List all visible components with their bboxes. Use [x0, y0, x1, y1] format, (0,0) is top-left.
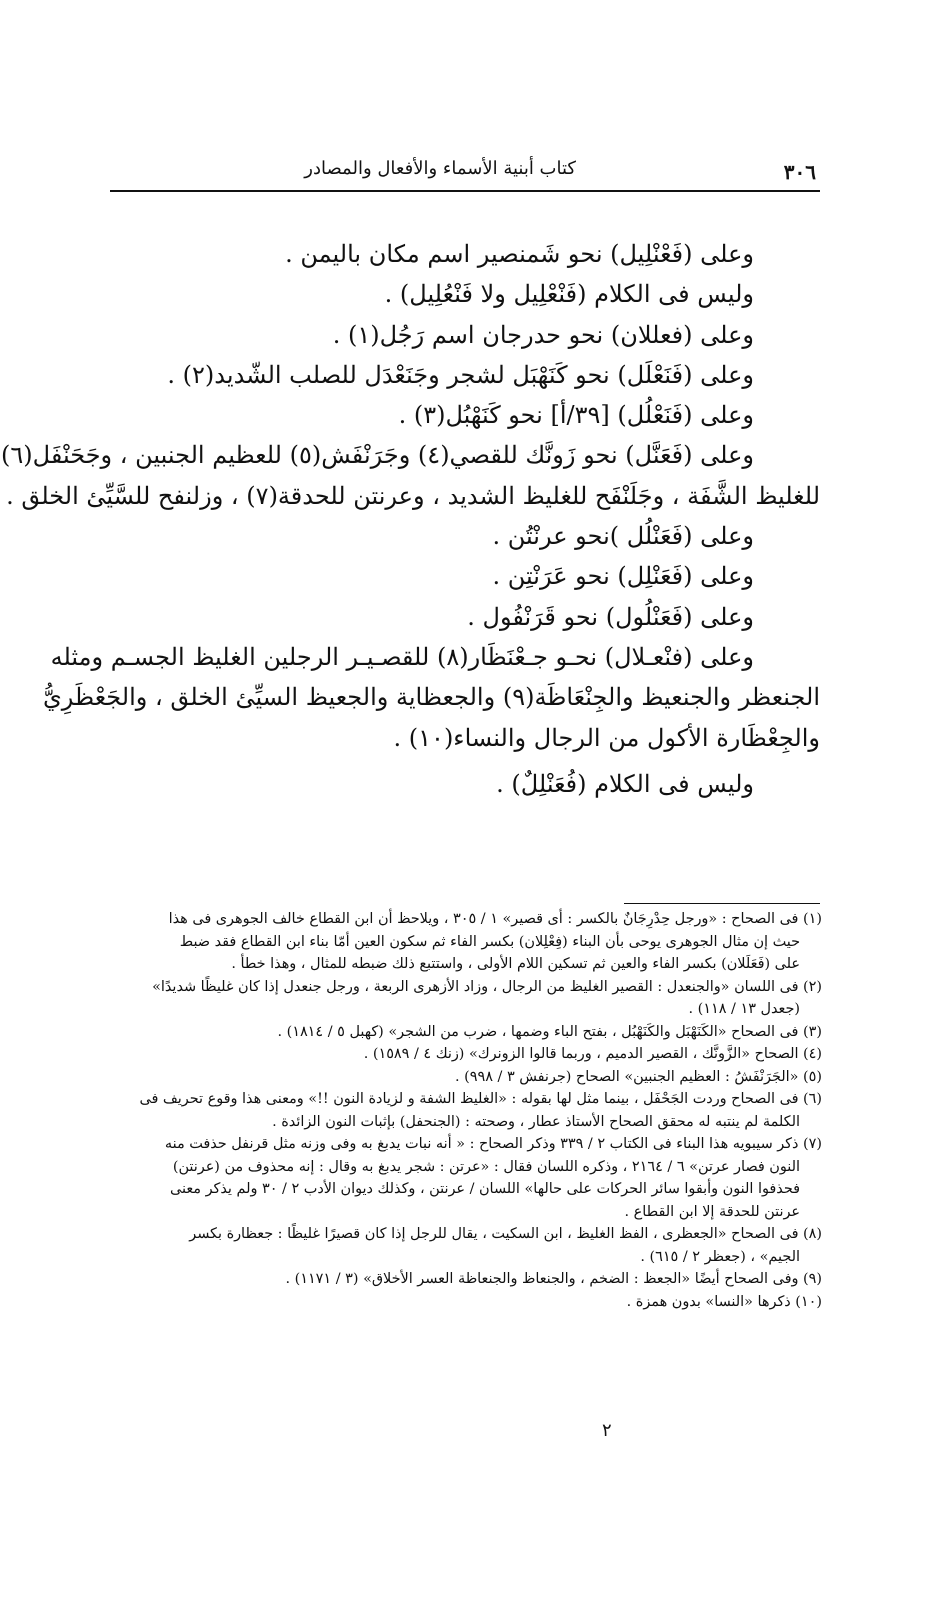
page-header [118, 158, 816, 188]
footnote-line: (٤) الصحاح «الزَّونَّك ، القصير الدميم ، وربما قالوا الزونرك» (زنك ٤ / ١٥٨٩) . [363, 1046, 822, 1062]
footnote-rule [624, 903, 820, 904]
footnote-line: (٩) وفى الصحاح أيضًا «الجعظ : الضخم ، والجنعاظ والجنعاظة العسر الأخلاق» (٣ / ١١٧١) . [285, 1271, 822, 1287]
text-line: وعلى (فَنَعْلَل) نحو كَنَهْبَل لشجر وجَنَعْدَل للصلب الشّديد(٢) . [167, 360, 754, 389]
page-number: ٣٠٦ [783, 160, 816, 184]
running-title: كتاب أبنية الأسماء والأفعال والمصادر [304, 158, 576, 179]
footnote-line: حيث إن مثال الجوهرى يوحى بأن البناء (فِعْلِلان) بكسر الفاء ثم سكون العين أمّا بناء ابن القطاع فقد ضبط [179, 933, 800, 950]
text-line: والجِعْظَارة الأكول من الرجال والنساء(١٠) . [393, 723, 820, 752]
text-line: وعلى (فَعَنْلُول) نحو قَرَنْفُول . [467, 602, 754, 631]
footnote-line: (٣) فى الصحاح «الكَنَهْبَل والكَنَهْبُل ، بفتح الباء وضمها ، ضرب من الشجر» (كهبل ٥ / ١٨١٤) . [277, 1023, 822, 1040]
text-line: وعلى (فَعَنْلُل )نحو عرنْتُن . [492, 522, 754, 551]
text-line: وعلى (فنْعـلال) نحـو جـعْنَظَار(٨) للقصـيـر الرجلين الغليظ الجسـم ومثله [50, 642, 754, 671]
text-line: وعلى (فَنَعْلُل) [٣٩/أ] نحو كَنَهْبُل(٣) . [398, 401, 754, 430]
footnote-line: (٦) فى الصحاح وردت الجَحْفَل ، بينما مثل لها بقوله : «الغليظ الشفة و لزيادة النون !!» ومعنى هذا وقوع تحريف فى [139, 1091, 822, 1107]
header-rule [110, 190, 820, 192]
footnote-line: الكلمة لم ينتبه له محقق الصحاح الأستاذ عطار ، وصحته : (الجنحفل) بإثبات النون الزائدة . [272, 1113, 800, 1130]
text-line: وعلى (فَعْنْلِيل) نحو شَمنصير اسم مكان باليمن . [285, 240, 754, 268]
text-line: الجنعظر والجنعيظ والجِنْعَاظَة(٩) والجعظاية والجعيظ السيِّئ الخلق ، والجَعْظَرِيُّ [43, 683, 820, 712]
footnote-line: الجيم» ، (جعظر ٢ / ٦١٥) . [640, 1248, 800, 1265]
text-line: وليس فى الكلام (فُعَنْلِلٌ) . [496, 769, 754, 798]
footnote-line: (٢) فى اللسان «والجنعدل : القصير الغليظ من الرجال ، وزاد الأزهرى الربعة ، ورجل جنعدل إذا كان غليظًا شديدًا» [152, 978, 822, 995]
footnote-line: عرنتن للحدقة إلا ابن القطاع . [624, 1203, 800, 1220]
footnote-line: (٨) فى الصحاح «الجعظرى ، الفظ الغليظ ، ابن السكيت ، يقال للرجل إذا كان قصيرًا غليظًا : جعظارة بكسر [189, 1226, 822, 1242]
footnote-line: (٧) ذكر سيبويه هذا البناء فى الكتاب ٢ / ٣٣٩ وذكر الصحاح : « أنه نبات يدبغ به وفى وزنه مثل قرنفل حذفت منه [164, 1136, 822, 1152]
text-line: للغليظ الشَّفَة ، وجَلَنْفَح للغليظ الشديد ، وعرنتن للحدقة(٧) ، وزلنفح للسَّيِّئ الخلق . [6, 481, 820, 510]
text-line: وعلى (فعللان) نحو حدرجان اسم رَجُل(١) . [332, 320, 754, 349]
text-line: وعلى (فَعَنْلِل) نحو عَرَنْتِن . [492, 562, 754, 591]
footnote-line: النون فصار عرتن» ٦ / ٢١٦٤ ، وذكره اللسان فقال : «عرتن : شجر يدبغ به وقال : إنه محذوف من (عرنتن) [172, 1158, 800, 1175]
footnote-line: (جعدل ١٣ / ١١٨) . [688, 1001, 800, 1017]
page-mark: ٢ [602, 1420, 612, 1441]
footnote-line: (٥) «الجَرَنْفَشُ : العظيم الجنبين» الصحاح (جرنفش ٣ / ٩٩٨) . [454, 1068, 822, 1085]
text-line: وعلى (فَعَنَّل) نحو زَونَّك للقصي(٤) وجَرَنْفَش(٥) للعظيم الجنبين ، وجَحَنْفَل(٦) [1, 441, 754, 470]
main-text [1, 234, 820, 804]
footnote-line: فحذفوا النون وأبقوا سائر الحركات على حالها» اللسان / عرنتن ، وكذلك ديوان الأدب ٢ / ٣٠ ولم يذكر معنى [170, 1181, 800, 1197]
footnote-line: على (فَعَلَلان) بكسر الفاء والعين ثم تسكين اللام الأولى ، واستتبع ذلك ضبطه للمثال ، وهذا خطأ . [231, 956, 800, 972]
text-line: وليس فى الكلام (فَنْعْلِيل ولا فَنْعُلِيل) . [384, 280, 754, 309]
footnote-line: (١) فى الصحاح : «ورجل حِدْرِجَانٌ بالكسر : أى قصير» ١ / ٣٠٥ ، ويلاحظ أن ابن القطاع خالف الجوهرى فى هذا [168, 911, 822, 927]
footnotes [104, 908, 822, 1313]
footnote-line: (١٠) ذكرها «النسا» بدون همزة . [626, 1293, 822, 1310]
